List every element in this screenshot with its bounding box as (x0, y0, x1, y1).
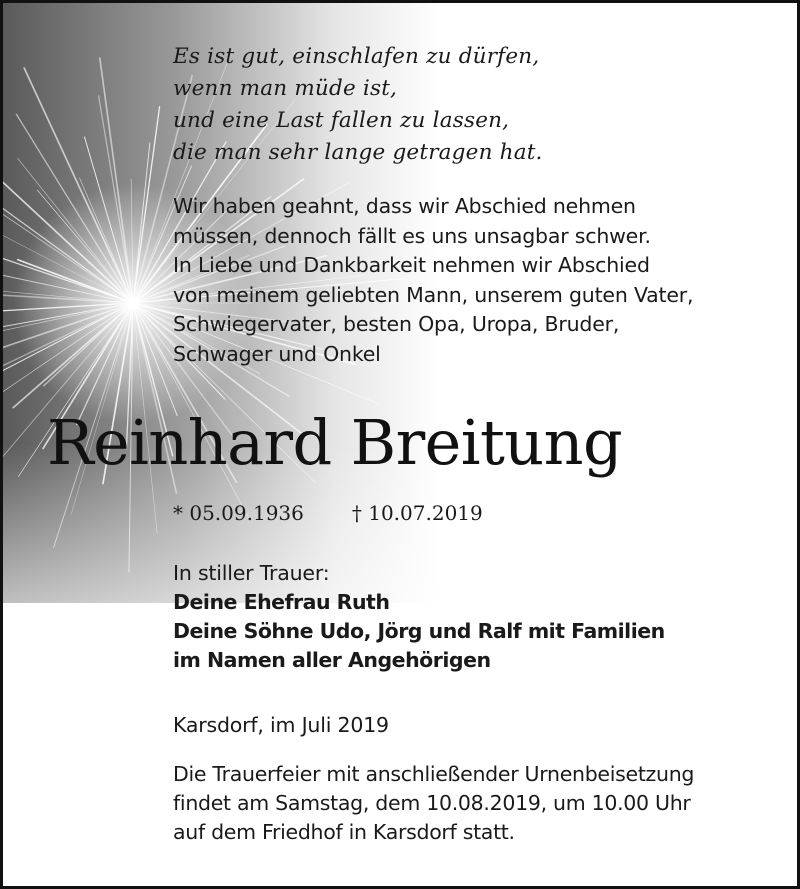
mourners-heading: In stiller Trauer: (173, 561, 330, 585)
service-line: findet am Samstag, dem 10.08.2019, um 10.00 Uhr (173, 791, 691, 815)
poem-line: wenn man müde ist, (173, 76, 398, 101)
mourners (173, 559, 665, 675)
poem-line: Es ist gut, einschlafen zu dürfen, (173, 44, 540, 69)
intro-line: In Liebe und Dankbarkeit nehmen wir Abschied (173, 253, 650, 277)
poem (173, 41, 543, 169)
mourner-line: im Namen aller Angehörigen (173, 648, 491, 672)
poem-line: und eine Last fallen zu lassen, (173, 108, 510, 133)
service-info (173, 760, 694, 847)
intro-line: müssen, dennoch fällt es uns unsagbar schwer. (173, 223, 651, 248)
intro-line: von meinem geliebten Mann, unserem guten Vater, (173, 282, 694, 307)
service-line: Die Trauerfeier mit anschließender Urnenbeisetzung (173, 762, 695, 786)
deceased-name: Reinhard Breitung (47, 406, 623, 479)
birth-date: * 05.09.1936 (173, 501, 304, 525)
intro-line: Schwiegervater, besten Opa, Uropa, Bruder, (173, 312, 620, 336)
life-dates (173, 499, 483, 527)
service-line: auf dem Friedhof in Karsdorf statt. (173, 820, 515, 844)
intro-line: Wir haben geahnt, dass wir Abschied nehmen (173, 194, 636, 218)
death-date: † 10.07.2019 (351, 501, 483, 525)
poem-line: die man sehr lange getragen hat. (173, 140, 543, 165)
mourner-line: Deine Söhne Udo, Jörg und Ralf mit Familien (173, 619, 665, 643)
intro-line: Schwager und Onkel (173, 341, 381, 366)
mourner-line: Deine Ehefrau Ruth (173, 590, 390, 614)
place-date: Karsdorf, im Juli 2019 (173, 713, 389, 737)
intro-text (173, 192, 693, 369)
